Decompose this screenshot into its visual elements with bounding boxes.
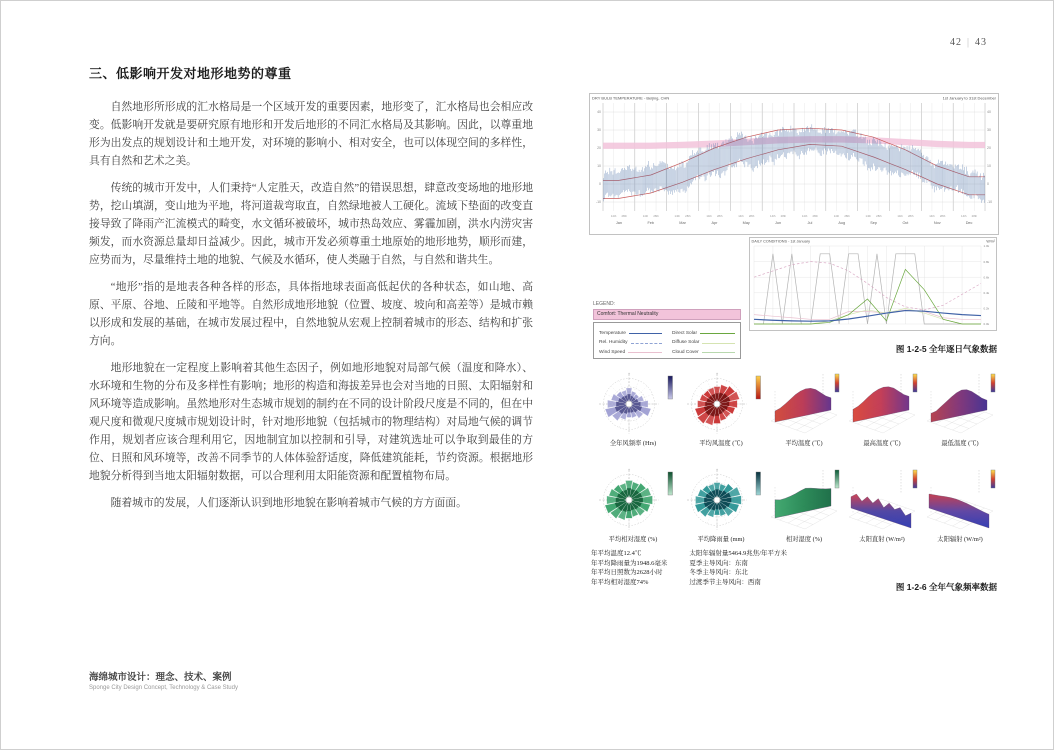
stat-line: 过渡季节主导风向：西南 <box>689 578 761 586</box>
total-solar-surface-plot <box>921 467 999 533</box>
max-temperature-surface <box>843 371 921 447</box>
svg-text:28th: 28th <box>716 214 723 218</box>
svg-text:May: May <box>742 221 750 225</box>
svg-text:-10: -10 <box>987 200 993 205</box>
svg-text:DRY BULB TEMPERATURE - Beijing: DRY BULB TEMPERATURE - Beijing, CHN <box>592 95 670 101</box>
svg-text:0: 0 <box>599 182 601 187</box>
plot-label: 相对湿度 (%) <box>785 536 823 543</box>
stat-line: 年平均相对湿度74% <box>591 578 649 586</box>
svg-text:0.2k: 0.2k <box>983 306 990 311</box>
statistics-column-left <box>591 549 667 587</box>
svg-text:14th: 14th <box>801 214 808 218</box>
svg-text:1st January to 31st December: 1st January to 31st December <box>942 95 996 101</box>
svg-text:14th: 14th <box>833 214 840 218</box>
svg-text:40: 40 <box>987 110 991 115</box>
legend-title: LEGEND: <box>593 301 615 307</box>
svg-text:0.8k: 0.8k <box>983 259 990 264</box>
plot-label: 平均降雨量 (mm) <box>697 536 745 543</box>
climate-statistics <box>591 549 787 587</box>
svg-text:28th: 28th <box>780 214 787 218</box>
figure-caption-1-2-6: 图 1-2-6 全年气象频率数据 <box>895 582 997 592</box>
svg-text:Jul: Jul <box>807 221 813 225</box>
stat-line: 年平均温度12.4℃ <box>591 550 642 557</box>
svg-text:W/m²: W/m² <box>986 239 995 244</box>
page-number-left: 42 <box>949 37 962 48</box>
svg-text:14th: 14th <box>738 214 744 218</box>
paragraph-2: 传统的城市开发中，人们秉持“人定胜天，改造自然”的错误思想，肆意改变场地的地形地势，挖山填湖，变山地为平地，将河道裁弯取直，自然绿地被人工硬化。流域下垫面的改变直接导致了降雨产汇流模式的畸变，水文循环被破坏，城市热岛效应、雾霾加剧，洪水内涝灾害频发，而水资源总量却日益减少。因此，城市开发必须尊重土地原始的地形地势，顺形而建，应势而为，尽量维持土地的地貌、气候及水循环，使人类融于自然，与自然和谐共生。 <box>89 182 533 266</box>
svg-text:0.6k: 0.6k <box>983 275 990 280</box>
svg-text:Feb: Feb <box>647 221 655 225</box>
min-temperature-surface-plot <box>921 371 999 437</box>
plot-label: 平均温度 (℃) <box>785 440 823 447</box>
svg-text:28th: 28th <box>844 214 850 218</box>
svg-text:28th: 28th <box>653 214 659 218</box>
paragraph-1: 自然地形所形成的汇水格局是一个区域开发的重要因素，地形变了，汇水格局也会相应改变。低影响开发就是要研究原有地形和开发后地形的不同汇水格局及其影响。因此，以尊重地形为出发点的规划设计和土地开发，对环境的影响小、相对安全，也可以体现空间的多样性，具有自然和艺术之美。 <box>89 101 533 167</box>
svg-text:40: 40 <box>597 110 601 115</box>
paragraph-5: 随着城市的发展，人们逐渐认识到地形地貌在影响着城市气候的方方面面。 <box>110 497 467 509</box>
svg-text:14th: 14th <box>865 214 872 218</box>
svg-text:Jun: Jun <box>775 221 782 225</box>
legend-comfort-label: Comfort: Thermal Neutrality <box>597 311 659 317</box>
svg-text:0.4k: 0.4k <box>983 291 990 295</box>
legend-item: Diffuse Solar <box>672 336 735 346</box>
dry-bulb-temperature-chart <box>589 93 999 235</box>
svg-text:28th: 28th <box>939 214 946 218</box>
svg-text:-10: -10 <box>595 200 601 205</box>
svg-text:1.0k: 1.0k <box>983 244 990 249</box>
chart-legend <box>593 301 741 359</box>
svg-text:28th: 28th <box>621 214 627 218</box>
svg-text:14th: 14th <box>770 214 776 218</box>
direct-solar-surface-plot <box>843 467 921 533</box>
book-title-cn: 海绵城市设计：理念、技术、案例 <box>89 672 232 683</box>
svg-text:14th: 14th <box>897 214 903 218</box>
svg-text:20: 20 <box>987 146 991 151</box>
svg-text:Sep: Sep <box>870 221 877 225</box>
page-number-divider: | <box>966 37 970 48</box>
svg-text:0: 0 <box>987 182 989 187</box>
total-solar-surface <box>921 467 999 543</box>
figure-caption-1-2-5: 图 1-2-5 全年逐日气象数据 <box>895 344 997 354</box>
stat-line: 夏季主导风向：东南 <box>689 559 748 567</box>
svg-text:10: 10 <box>987 164 991 169</box>
page-numbers <box>950 37 987 48</box>
stat-line: 太阳年辐射量5464.9兆焦/年平方米 <box>689 550 788 557</box>
humidity-rose-plot <box>589 467 677 533</box>
max-temperature-surface-plot <box>843 371 921 437</box>
svg-text:DAILY CONDITIONS - 1st January: DAILY CONDITIONS - 1st January <box>751 239 811 244</box>
svg-text:28th: 28th <box>971 214 978 218</box>
legend-comfort-band <box>593 309 741 320</box>
plot-label: 全年风频率 (Hrs) <box>609 440 657 447</box>
svg-text:14th: 14th <box>961 214 967 218</box>
svg-text:Mar: Mar <box>679 221 686 225</box>
book-footer <box>89 669 238 691</box>
stat-line: 冬季主导风向：东北 <box>689 569 748 576</box>
stat-line: 年平均日照数为2628小时 <box>591 569 663 576</box>
frequency-plots-row-2 <box>589 467 999 543</box>
svg-text:28th: 28th <box>812 214 818 218</box>
wind-frequency-rose <box>589 371 677 447</box>
svg-text:Jan: Jan <box>615 221 622 225</box>
legend-item: Cloud Cover <box>672 345 735 355</box>
svg-text:+: + <box>715 371 719 376</box>
legend-column-left <box>599 326 662 355</box>
wind-temperature-rose-plot <box>677 371 765 437</box>
paragraph-3: “地形”指的是地表各种各样的形态，具体指地球表面高低起伏的各种状态，如山地、高原、平原、谷地、丘陵和平地等。自然形成地形地貌（位置、坡度、坡向和高差等）是城市赖以形成和发展的基础，在城市发展过程中，自然地貌从宏观上控制着城市的形态、结构和扩张方向。 <box>89 281 533 347</box>
legend-item: Rel. Humidity <box>599 336 662 346</box>
svg-text:20: 20 <box>597 146 601 151</box>
svg-text:Aug: Aug <box>838 221 846 225</box>
book-title-en: Sponge City Design Concept, Technology & Case Study <box>89 685 238 691</box>
svg-text:Apr: Apr <box>711 221 718 225</box>
min-temperature-surface <box>921 371 999 447</box>
rainfall-rose-plot <box>677 467 765 533</box>
plot-label: 太阳辐射 (W/m²) <box>937 536 983 543</box>
svg-text:14th: 14th <box>706 214 712 218</box>
plot-label: 平均风温度 (℃) <box>699 440 743 447</box>
svg-text:Dec: Dec <box>965 221 973 225</box>
svg-text:10: 10 <box>597 164 601 169</box>
svg-text:Oct: Oct <box>902 221 909 225</box>
humidity-rose <box>589 467 677 543</box>
legend-item: Direct Solar <box>672 326 735 336</box>
svg-text:30: 30 <box>987 128 991 133</box>
svg-text:14th: 14th <box>929 214 935 218</box>
wind-frequency-rose-plot <box>589 371 677 437</box>
plot-label: 平均相对湿度 (%) <box>608 536 658 543</box>
article-column <box>89 63 533 521</box>
mean-temperature-surface-plot <box>765 371 843 437</box>
svg-text:14th: 14th <box>674 214 681 218</box>
svg-text:14th: 14th <box>610 214 617 218</box>
wind-temperature-rose <box>677 371 765 447</box>
legend-column-right <box>672 326 735 355</box>
legend-item: Wind Speed <box>599 345 662 355</box>
legend-items <box>593 322 741 359</box>
humidity-surface-plot <box>765 467 843 533</box>
section-heading: 三、低影响开发对地形地势的尊重 <box>89 66 292 81</box>
plot-label: 最高温度 (℃) <box>863 440 901 447</box>
svg-text:Nov: Nov <box>933 221 941 225</box>
frequency-plots-row-1 <box>589 371 999 447</box>
figures-column <box>589 93 999 623</box>
svg-text:+: + <box>715 467 719 472</box>
svg-text:0.0k: 0.0k <box>983 322 990 327</box>
svg-text:28th: 28th <box>907 214 914 218</box>
paragraph-4: 地形地貌在一定程度上影响着其他生态因子，例如地形地貌对局部气候（温度和降水）、水环境和生物的分布及多样性有影响；地形的构造和海拔差异也会对当地的日照、太阳辐射和风环境等造成影响。虽然地形对生态城市规划的制约在不同的设计阶段尺度是不同的，但在中观尺度和微观尺度城市规划设计时，针对地形地貌（包括城市的物理结构）对局地气候的调节作用，规划者应该合理利用它，因地制宜加以控制和引导，对建筑选址可以争取到最佳的方位、日照和风环境等，改善不同季节的人体体验舒适度，降低建筑能耗，节约资源。根据地形地貌分析得到当地太阳辐射数据，可以合理利用太阳能资源和配置植物布局。 <box>89 362 533 482</box>
svg-text:28th: 28th <box>748 214 755 218</box>
svg-text:28th: 28th <box>876 214 882 218</box>
svg-text:14th: 14th <box>642 214 649 218</box>
daily-conditions-chart <box>749 237 997 331</box>
legend-item: Temperature <box>599 326 662 336</box>
svg-text:+: + <box>627 371 631 376</box>
rainfall-rose <box>677 467 765 543</box>
statistics-column-right <box>689 549 787 587</box>
direct-solar-surface <box>843 467 921 543</box>
mean-temperature-surface <box>765 371 843 447</box>
svg-text:+: + <box>627 467 631 472</box>
page-number-right: 43 <box>975 37 987 48</box>
plot-label: 最低温度 (℃) <box>941 440 979 447</box>
svg-text:28th: 28th <box>685 214 691 218</box>
plot-label: 太阳直射 (W/m²) <box>859 536 905 543</box>
stat-line: 年平均降雨量为1948.6毫米 <box>591 559 668 567</box>
svg-text:30: 30 <box>597 128 601 133</box>
humidity-surface <box>765 467 843 543</box>
